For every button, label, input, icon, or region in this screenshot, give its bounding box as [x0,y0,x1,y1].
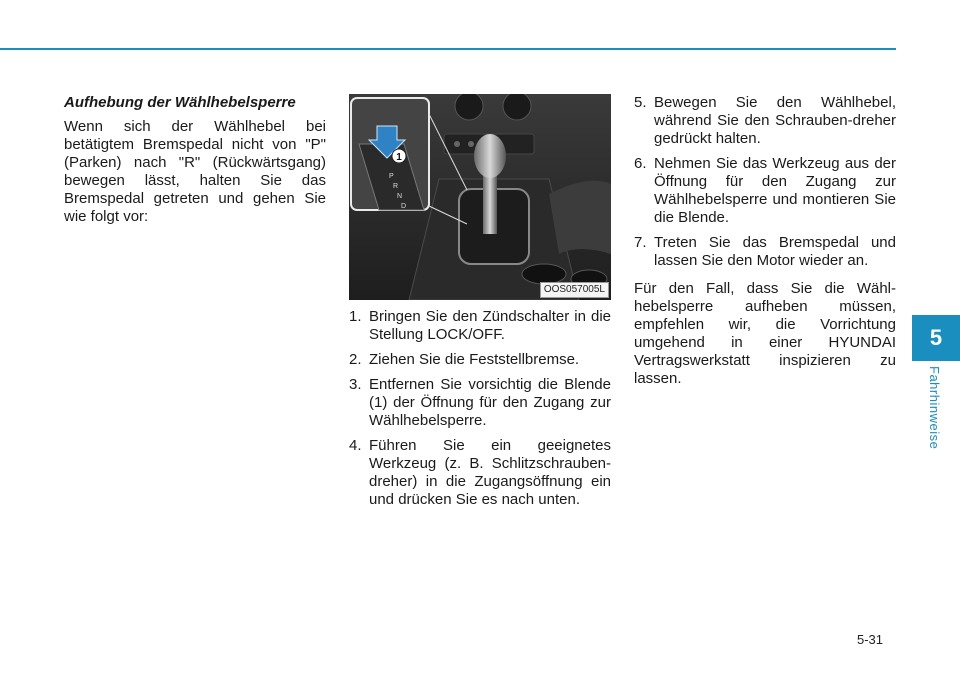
gate-letter-r: R [393,183,399,190]
gate-letter-n: N [397,193,403,200]
step-number: 3. [349,376,362,393]
steps-list-a [349,308,611,509]
list-item [349,308,611,344]
step-number: 5. [634,94,647,111]
gate-letter-p: P [389,173,394,180]
column-left [64,94,326,226]
list-item [634,94,896,148]
list-item [349,437,611,509]
list-item [349,351,611,369]
header-rule [0,48,896,50]
gate-letter-d: D [401,203,407,210]
step-text: Entfernen Sie vorsichtig die Blende (1) der Öffnung für den Zugang zur Wählhebelsperre. [369,376,611,429]
column-middle [349,94,611,516]
column-right [634,94,896,388]
section-heading: Aufhebung der Wählhebelsperre [64,94,296,111]
shifter-illustration [349,94,611,300]
step-number: 1. [349,308,362,325]
step-text: Ziehen Sie die Feststellbremse. [369,351,580,368]
chapter-tab: 5 [912,315,960,361]
intro-paragraph: Wenn sich der Wählhebel bei betätigtem Bremspedal nicht von "P" (Parken) nach "R" (Rückwärtsgang) bewegen lässt, halten Sie das Bremspedal getreten und gehen Sie wie folgt vor: [64,118,326,225]
callout-number: 1 [396,152,402,163]
step-text: Bringen Sie den Zündschalter in die Stellung LOCK/OFF. [369,308,611,343]
step-number: 7. [634,234,647,251]
step-text: Nehmen Sie das Werkzeug aus der Öffnung für den Zugang zur Wählhebelsperre und montieren Sie die Blende. [654,155,896,226]
step-number: 6. [634,155,647,172]
figure-code: OOS057005L [540,282,609,298]
step-number: 2. [349,351,362,368]
chapter-label: Fahrhinweise [927,366,942,450]
list-item [634,234,896,270]
closing-paragraph: Für den Fall, dass Sie die Wähl-hebelsperre aufheben müssen, empfehlen wir, die Vorrichtung umgehend in einer HYUNDAI Vertragswerkstatt inspizieren zu lassen. [634,280,896,387]
step-number: 4. [349,437,362,454]
gear-shifter-photo [349,94,611,300]
list-item [634,155,896,227]
step-text: Führen Sie ein geeignetes Werkzeug (z. B. Schlitzschrauben-dreher) in die Zugangsöffnung ein und drücken Sie es nach unten. [369,437,611,508]
page-number: 5-31 [857,632,884,647]
step-text: Bewegen Sie den Wählhebel, während Sie den Schrauben-dreher gedrückt halten. [654,94,896,147]
list-item [349,376,611,430]
steps-list-b [634,94,896,270]
step-text: Treten Sie das Bremspedal und lassen Sie den Motor wieder an. [654,234,896,269]
